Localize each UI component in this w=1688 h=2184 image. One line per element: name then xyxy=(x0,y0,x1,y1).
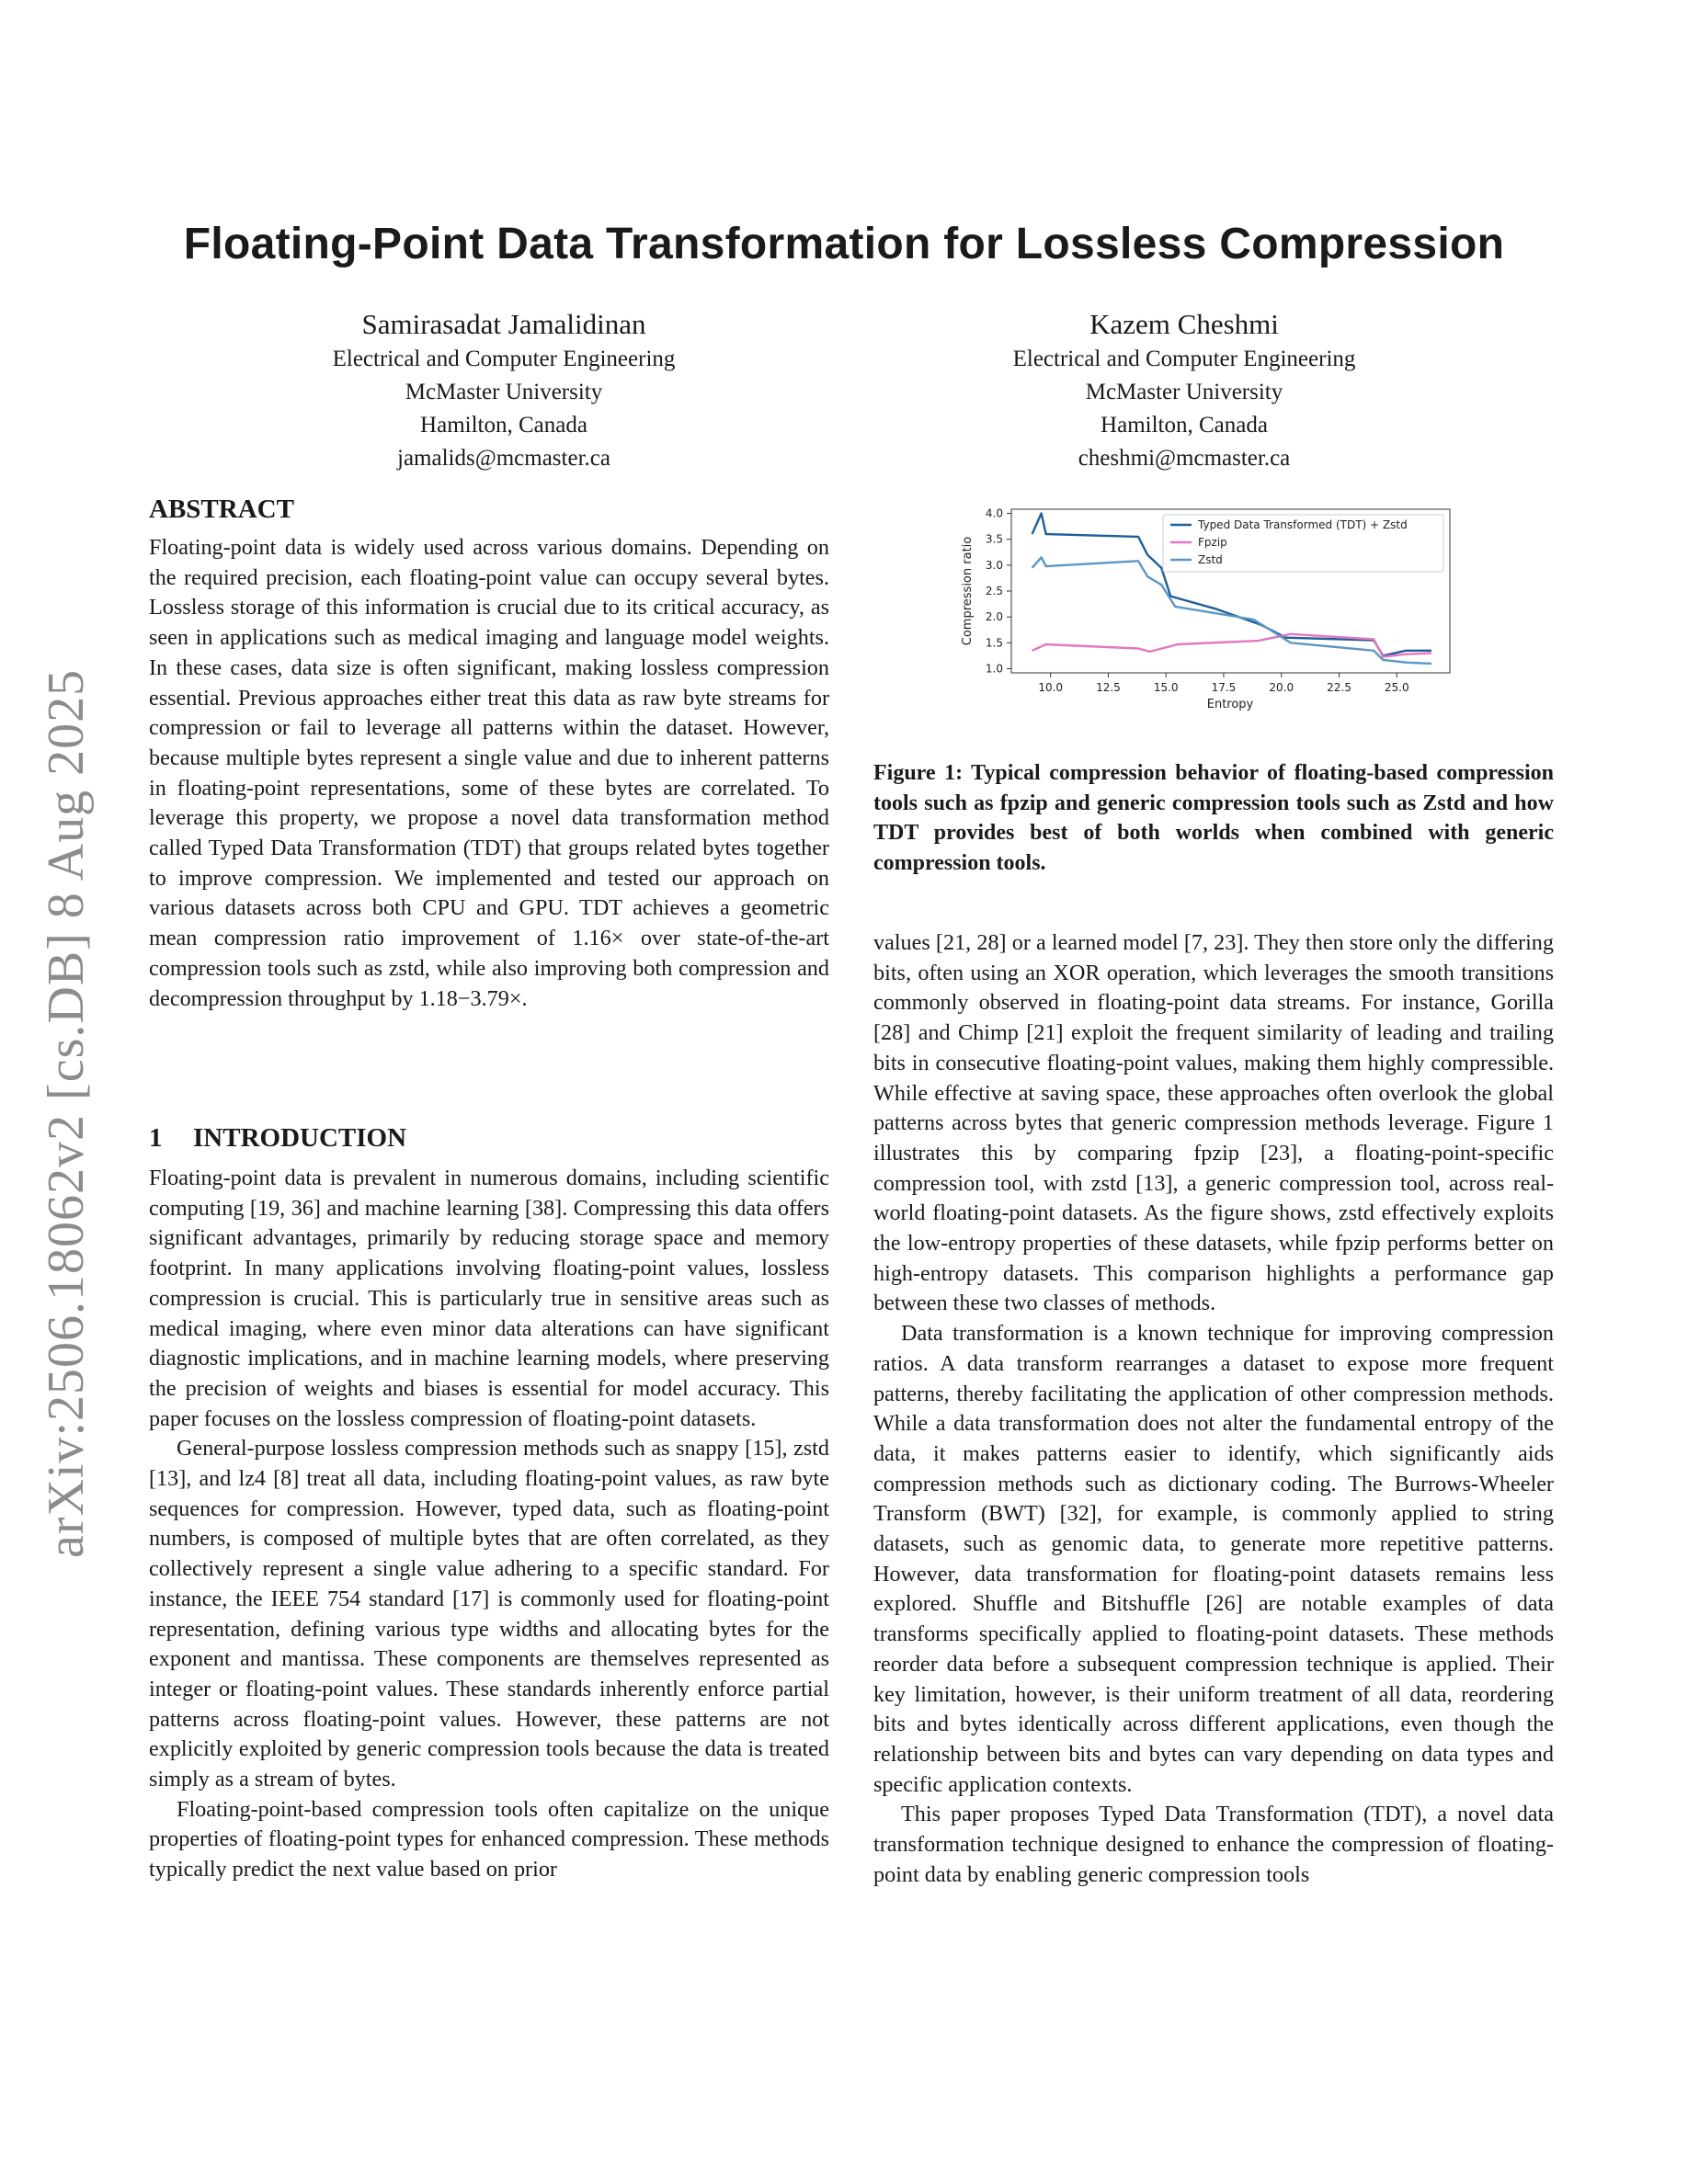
paragraph: values [21, 28] or a learned model [7, 23]. They then store only the differing bits, often using an XOR operation, which leverages the smooth transitions commonly observed in floating-point data streams. For instance, Gorilla [28] and Chimp [21] exploit the frequent similarity of leading and trailing bits in consecutive floating-point values, making them highly compressible. While effective at saving space, these approaches often overlook the global patterns across bytes that generic compression methods leverage. Figure 1 illustrates this by comparing fpzip [23], a floating-point-specific compression tool, with zstd [13], a generic compression tool, across real-world floating-point datasets. As the figure shows, zstd effectively exploits the low-entropy properties of these datasets, while fpzip performs better on high-entropy datasets. This comparison highlights a performance gap between these two classes of methods. xyxy=(873,930,1554,1316)
x-tick-label: 10.0 xyxy=(1038,681,1064,694)
series-line-fpzip xyxy=(1032,634,1431,657)
abstract-heading: ABSTRACT xyxy=(149,495,294,524)
y-tick-label: 1.5 xyxy=(985,636,1003,650)
arxiv-stamp: arXiv:2506.18062v2 [cs.DB] 8 Aug 2025 xyxy=(38,668,95,1558)
y-tick-label: 3.0 xyxy=(985,558,1003,572)
right-column-body xyxy=(873,928,1554,1891)
y-tick-label: 2.0 xyxy=(985,610,1003,624)
introduction-heading xyxy=(149,1123,406,1154)
author-block-2 xyxy=(927,306,1442,475)
author-department: Electrical and Computer Engineering xyxy=(332,347,676,371)
y-tick-label: 3.5 xyxy=(985,532,1003,546)
paragraph: This paper proposes Typed Data Transformation (TDT), a novel data transformation technique designed to enhance the compression of floating-point data by enabling generic compression tools xyxy=(873,1802,1554,1887)
figure-1-chart xyxy=(956,504,1462,715)
figure-caption: Figure 1: Typical compression behavior of floating-based compression tools such as fpzip and generic compression tools such as Zstd and how TDT provides best of both worlds when combined with generic compression tools. xyxy=(873,761,1554,876)
y-tick-label: 1.0 xyxy=(985,662,1003,676)
x-ticks xyxy=(1038,673,1409,694)
section-title: INTRODUCTION xyxy=(193,1123,407,1153)
legend-label-fpzip: Fpzip xyxy=(1198,536,1227,549)
x-axis-label: Entropy xyxy=(1206,698,1254,711)
y-tick-label: 4.0 xyxy=(985,506,1003,520)
author-university: McMaster University xyxy=(405,380,603,404)
legend-label-tdt: Typed Data Transformed (TDT) + Zstd xyxy=(1198,518,1408,531)
author-department: Electrical and Computer Engineering xyxy=(1012,347,1356,371)
x-tick-label: 17.5 xyxy=(1211,681,1237,694)
y-tick-label: 2.5 xyxy=(985,585,1003,597)
paper-title: Floating-Point Data Transformation for Lossless Compression xyxy=(183,220,1505,268)
paragraph: General-purpose lossless compression methods such as snappy [15], zstd [13], and lz4 [8] treat all data, including floating-point values, as raw byte sequences for compression. However, typed data, such as floating-point numbers, is composed of multiple bytes that are often correlated, as they collectively represent a single value adhering to a specific standard. For instance, the IEEE 754 standard [17] is commonly used for floating-point representation, defining various type widths and allocating bytes for the exponent and mantissa. These components are themselves represented as integer or floating-point values. These standards inherently enforce partial patterns across floating-point values. However, these patterns are not explicitly exploited by generic compression tools because the data is treated simply as a stream of bytes. xyxy=(149,1436,829,1792)
author-email[interactable]: jamalids@mcmaster.ca xyxy=(397,446,610,471)
paragraph: Floating-point-based compression tools often capitalize on the unique properties of floating-point types for enhanced compression. These methods typically predict the next value based on prior xyxy=(149,1796,829,1883)
chart-legend xyxy=(1163,515,1443,572)
abstract-text: Floating-point data is widely used across various domains. Depending on the required precision, each floating-point value can occupy several bytes. Lossless storage of this information is crucial due to its critical accuracy, as seen in applications such as medical imaging and language model weights. In these cases, data size is often significant, making lossless compression essential. Previous approaches either treat this data as raw byte streams for compression or fail to leverage all patterns within the dataset. However, because multiple bytes represent a single value and due to inherent patterns in floating-point representations, some of these bytes are correlated. To leverage this property, we propose a novel data transformation method called Typed Data Transformation (TDT) that groups related bytes together to improve compression. We implemented and tested our approach on various datasets across both CPU and GPU. TDT achieves a geometric mean compression ratio improvement of 1.16× over state-of-the-art compression tools such as zstd, while also improving both compression and decompression throughput by 1.18−3.79×. xyxy=(149,535,829,1011)
legend-label-zstd: Zstd xyxy=(1198,553,1223,566)
chart-svg xyxy=(956,504,1462,715)
author-name: Kazem Cheshmi xyxy=(1089,308,1279,340)
introduction-body xyxy=(149,1164,829,1885)
x-tick-label: 25.0 xyxy=(1384,681,1409,694)
paragraph: Floating-point data is prevalent in numerous domains, including scientific computing [19, 36] and machine learning [38]. Compressing this data offers significant advantages, primarily by reducing storage space and memory footprint. In many applications involving floating-point values, lossless compression is crucial. This is particularly true in sensitive areas such as medical imaging, where even minor data alterations can have significant diagnostic implications, and in machine learning models, where preserving the precision of weights and biases is essential for model accuracy. This paper focuses on the lossless compression of floating-point datasets. xyxy=(149,1166,829,1431)
author-location: Hamilton, Canada xyxy=(1101,413,1268,438)
author-name: Samirasadat Jamalidinan xyxy=(361,308,646,340)
x-tick-label: 22.5 xyxy=(1327,681,1352,694)
series-line-zstd xyxy=(1032,557,1431,664)
abstract-body xyxy=(149,533,829,1014)
paragraph: Data transformation is a known technique for improving compression ratios. A data transform rearranges a dataset to expose more frequent patterns, thereby facilitating the application of other compression methods. While a data transformation does not alter the fundamental entropy of the data, it makes patterns easier to identify, which significantly aids compression methods such as dictionary coding. The Burrows-Wheeler Transform (BWT) [32], for example, is commonly applied to string datasets, such as genomic data, to generate more repetitive patterns. However, data transformation for floating-point datasets remains less explored. Shuffle and Bitshuffle [26] are notable examples of data transforms specifically applied to floating-point datasets. These methods reorder data before a subsequent compression technique is applied. Their key limitation, however, is their uniform treatment of all data, reordering bits and bytes identically across different applications, even though the relationship between bits and bytes can vary depending on data types and specific application contexts. xyxy=(873,1321,1554,1797)
x-tick-label: 20.0 xyxy=(1269,681,1295,694)
author-email[interactable]: cheshmi@mcmaster.ca xyxy=(1078,446,1291,471)
x-tick-label: 15.0 xyxy=(1153,681,1179,694)
y-ticks xyxy=(986,507,1011,676)
author-location: Hamilton, Canada xyxy=(420,413,587,438)
author-block-1 xyxy=(246,306,761,475)
x-tick-label: 12.5 xyxy=(1096,681,1121,694)
y-axis-label: Compression ratio xyxy=(961,536,975,646)
author-university: McMaster University xyxy=(1085,380,1283,404)
section-number: 1 xyxy=(149,1123,163,1153)
